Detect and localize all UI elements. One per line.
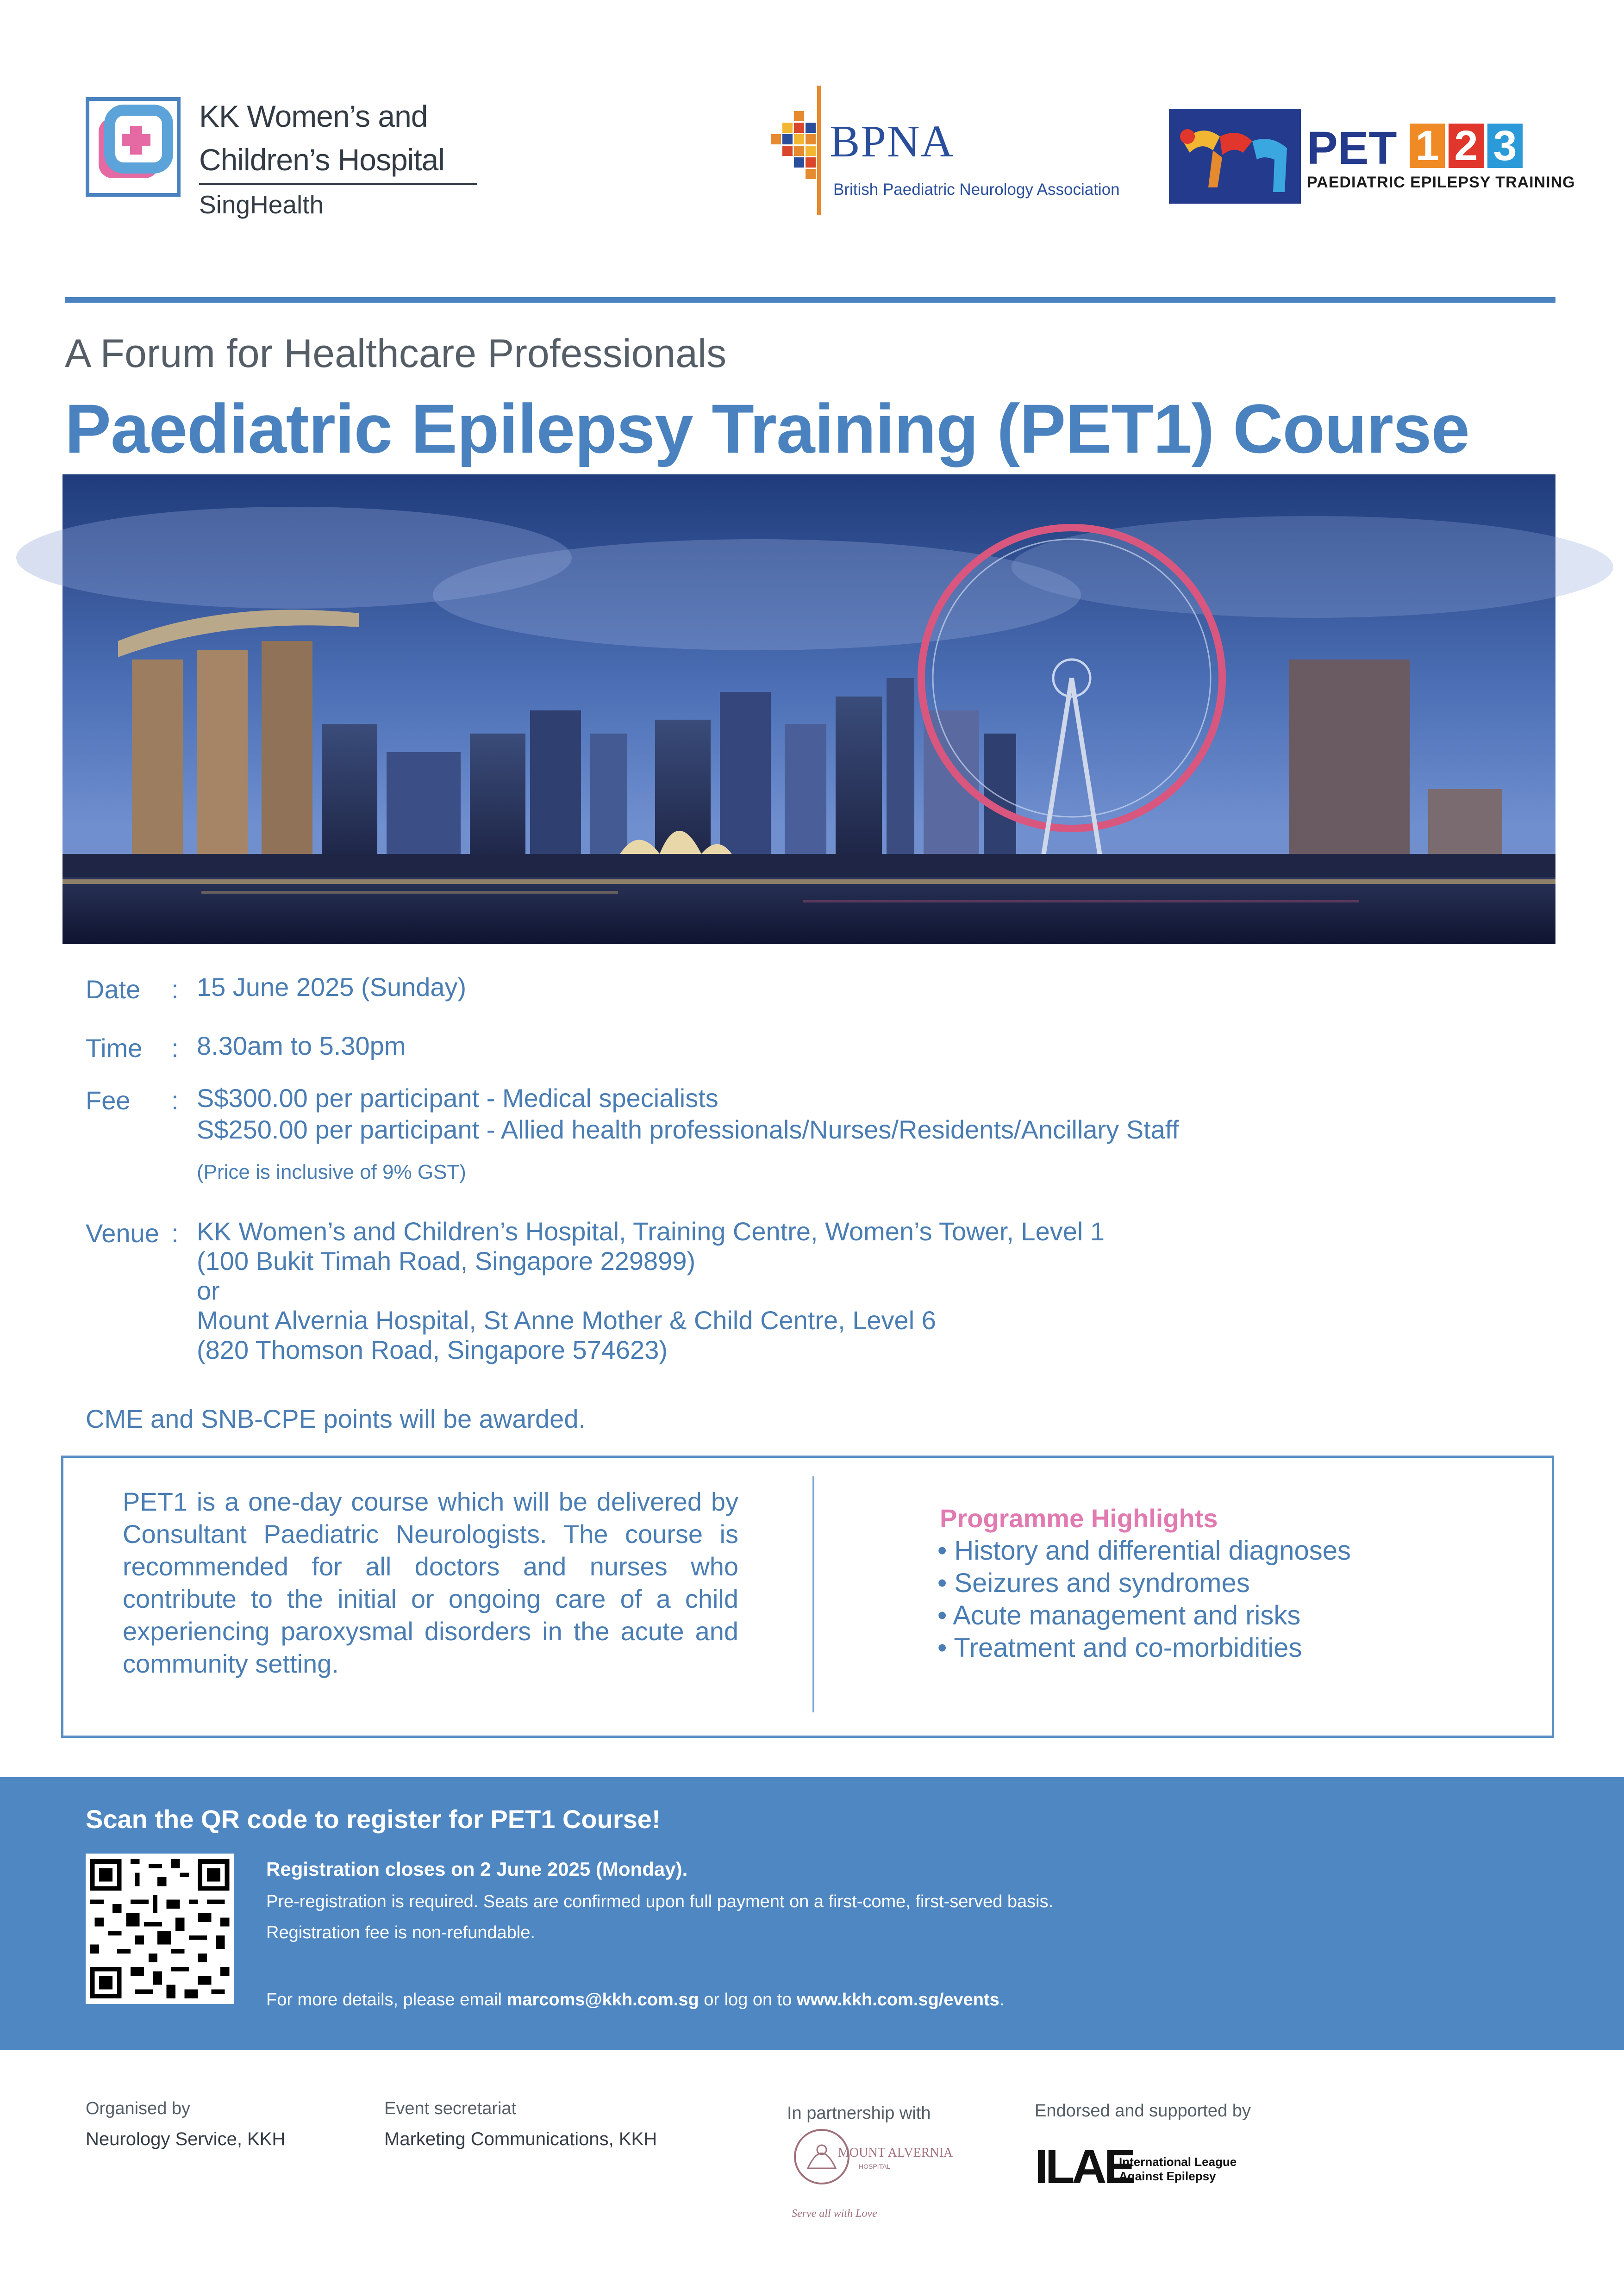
highlight-item: • Treatment and co-morbidities — [937, 1633, 1302, 1663]
registration-note-2: Registration fee is non-refundable. — [266, 1923, 535, 1942]
partner-label: In partnership with — [787, 2103, 931, 2123]
more-details-suffix: . — [999, 1990, 1005, 2010]
secretariat-label: Event secretariat — [384, 2099, 517, 2118]
more-details-prefix: For more details, please email — [266, 1990, 507, 2010]
pet-figures-icon — [1169, 109, 1301, 204]
bpna-full-name: British Paediatric Neurology Association — [833, 180, 1120, 199]
date-colon: : — [171, 975, 179, 1004]
singhealth-label: SingHealth — [199, 190, 324, 219]
venue-kkh: KK Women’s and Children’s Hospital, Training Centre, Women’s Tower, Level 1 — [197, 1217, 1105, 1246]
date-label: Date — [86, 975, 141, 1004]
ilae-logo — [1035, 2140, 1238, 2194]
singapore-skyline-photo — [62, 474, 1555, 944]
mount-alvernia-sub: HOSPITAL — [859, 2163, 891, 2170]
page-title: Paediatric Epilepsy Training (PET1) Course — [65, 390, 1469, 467]
contact-email-link[interactable]: marcoms@kkh.com.sg — [506, 1990, 699, 2010]
more-details — [266, 1990, 1004, 2010]
bpna-acronym: BPNA — [830, 117, 955, 167]
kkh-name-line1: KK Women’s and — [199, 99, 428, 133]
venue-colon: : — [171, 1219, 179, 1248]
endorsed-label: Endorsed and supported by — [1035, 2101, 1251, 2121]
pet-number-3: 3 — [1487, 124, 1523, 168]
pet123-logo — [1169, 109, 1575, 206]
bpna-divider — [817, 86, 821, 215]
kkh-cross-icon — [86, 97, 181, 197]
time-value: 8.30am to 5.30pm — [197, 1031, 406, 1060]
venue-mount-alvernia-address: (820 Thomson Road, Singapore 574623) — [197, 1335, 668, 1364]
venue-kkh-address: (100 Bukit Timah Road, Singapore 229899) — [197, 1246, 696, 1276]
forum-subtitle: A Forum for Healthcare Professionals — [65, 331, 727, 376]
secretariat-value: Marketing Communications, KKH — [384, 2129, 657, 2149]
highlights-list — [937, 1535, 1351, 1664]
venue-label: Venue — [86, 1219, 159, 1248]
fee-colon: : — [171, 1086, 179, 1115]
bpna-mosaic-icon — [768, 111, 824, 194]
ilae-mark: ILAE — [1035, 2140, 1133, 2194]
highlight-item: • Seizures and syndromes — [937, 1568, 1250, 1598]
highlights-title: Programme Highlights — [940, 1504, 1218, 1533]
header-rule — [65, 297, 1555, 303]
highlight-item: • History and differential diagnoses — [937, 1536, 1351, 1566]
mount-alvernia-slogan: Serve all with Love — [792, 2208, 877, 2220]
venue-mount-alvernia: Mount Alvernia Hospital, St Anne Mother & Child Centre, Level 6 — [197, 1306, 936, 1335]
time-label: Time — [86, 1033, 143, 1063]
fee-specialists: S$300.00 per participant - Medical specialists — [197, 1083, 718, 1113]
time-colon: : — [171, 1033, 179, 1063]
more-details-mid: or log on to — [699, 1990, 797, 2010]
info-divider — [812, 1476, 814, 1712]
kkh-name-line2: Children’s Hospital — [199, 143, 445, 177]
pet-tagline: PAEDIATRIC EPILEPSY TRAINING — [1307, 174, 1575, 191]
ilae-name-line2: Against Epilepsy — [1119, 2169, 1216, 2183]
highlight-item: • Acute management and risks — [937, 1600, 1301, 1630]
fee-label: Fee — [86, 1086, 131, 1115]
organised-by-label: Organised by — [86, 2099, 191, 2118]
registration-deadline: Registration closes on 2 June 2025 (Monday). — [266, 1858, 688, 1880]
fee-allied-health: S$250.00 per participant - Allied health professionals/Nurses/Residents/Ancillary Staff — [197, 1115, 1179, 1144]
ilae-name-line1: International League — [1119, 2155, 1237, 2169]
bpna-logo — [768, 83, 1139, 222]
pet-word: PET — [1307, 122, 1397, 174]
pet-number-2: 2 — [1449, 124, 1484, 168]
pet-number-1: 1 — [1410, 124, 1445, 168]
kkh-divider — [199, 183, 477, 185]
mount-alvernia-logo — [789, 2124, 953, 2231]
kkh-name — [199, 94, 495, 181]
date-value: 15 June 2025 (Sunday) — [197, 972, 467, 1002]
cme-note: CME and SNB-CPE points will be awarded. — [86, 1404, 586, 1433]
kkh-logo — [86, 97, 493, 222]
registration-qr-code[interactable] — [86, 1854, 234, 2004]
registration-heading: Scan the QR code to register for PET1 Course! — [86, 1804, 661, 1834]
course-description: PET1 is a one-day course which will be delivered by Consultant Paediatric Neurologists. The course is recommended for all doctors and nurses who contribute to the initial or ongoing care of a child experiencing paroxysmal disorders in the acute and community setting. — [123, 1487, 738, 1678]
mount-alvernia-name: MOUNT ALVERNIA — [838, 2146, 953, 2160]
venue-or: or — [197, 1276, 220, 1305]
organised-by-value: Neurology Service, KKH — [86, 2129, 286, 2149]
registration-note-1: Pre-registration is required. Seats are confirmed upon full payment on a first-come, first-served basis. — [266, 1892, 1054, 1911]
fee-gst-note: (Price is inclusive of 9% GST) — [197, 1161, 466, 1183]
website-link[interactable]: www.kkh.com.sg/events — [796, 1990, 999, 2010]
